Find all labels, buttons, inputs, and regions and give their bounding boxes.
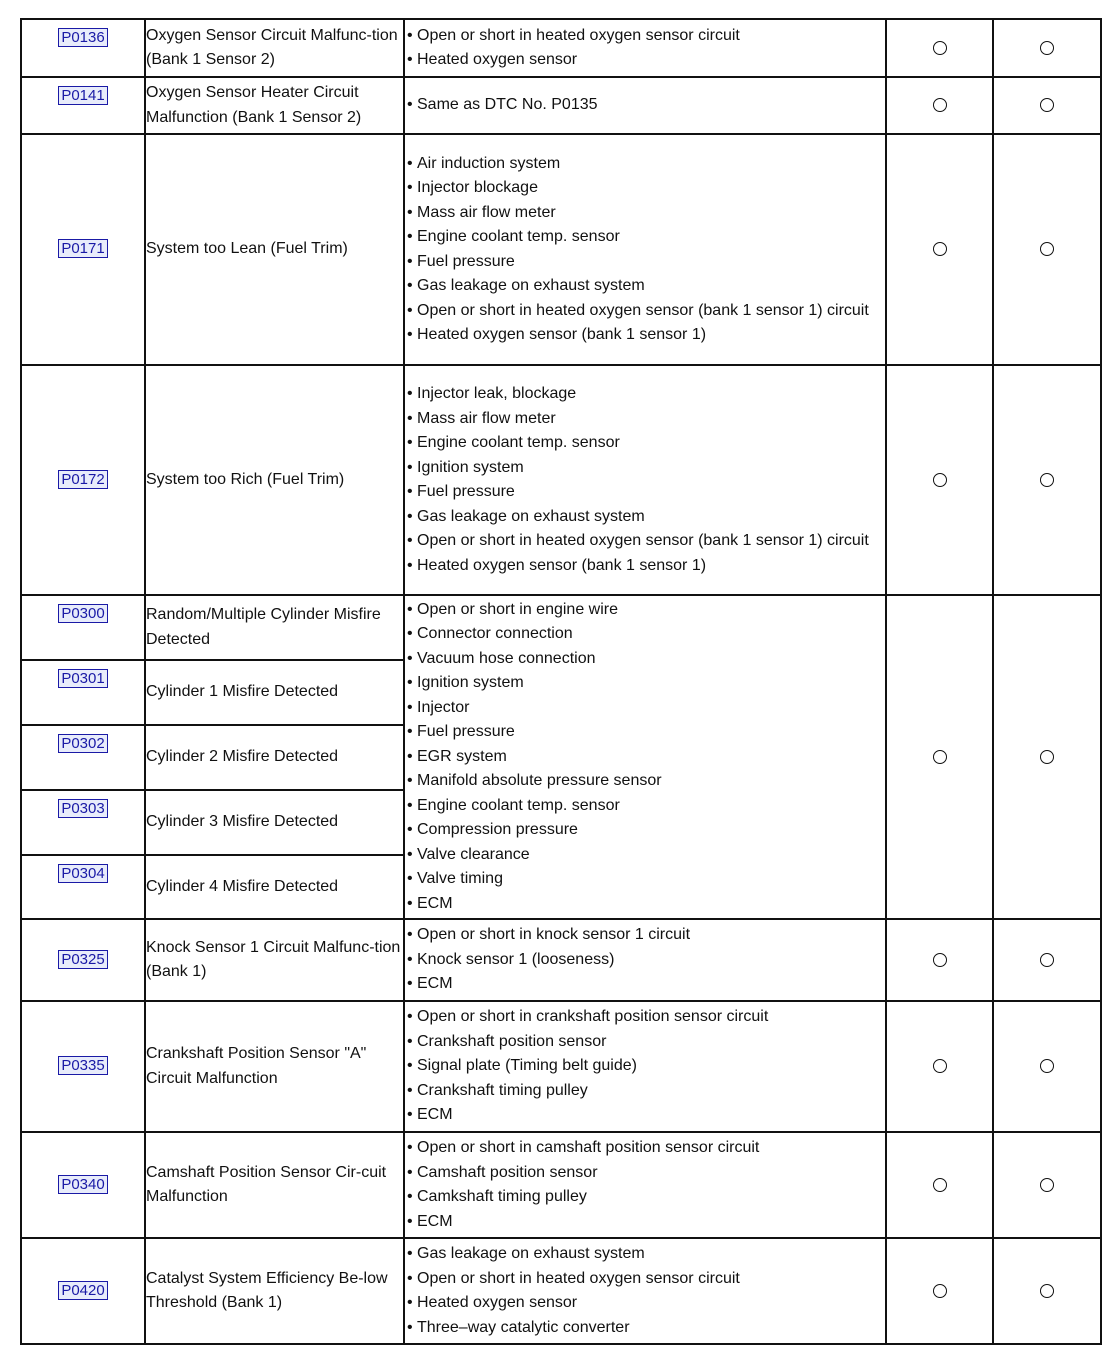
trouble-area-cell <box>404 919 886 1001</box>
dtc-code-cell <box>21 1132 145 1238</box>
trouble-area-item: • Injector leak, blockage <box>405 382 885 407</box>
trouble-area-item: • Engine coolant temp. sensor <box>405 225 885 250</box>
table-row <box>21 365 1101 595</box>
dtc-code-cell <box>21 595 145 660</box>
dtc-code-link[interactable]: P0335 <box>58 1056 107 1075</box>
trouble-area-cell <box>404 1132 886 1238</box>
circle-icon <box>1040 750 1054 764</box>
circle-icon <box>1040 1178 1054 1192</box>
table-row <box>21 595 1101 660</box>
trouble-area-list <box>405 24 885 73</box>
dtc-code-link[interactable]: P0171 <box>58 239 107 258</box>
trouble-area-item: • Valve timing <box>405 867 885 892</box>
trouble-area-item: • Open or short in camshaft position sensor circuit <box>405 1136 885 1161</box>
circle-icon <box>933 1059 947 1073</box>
dtc-name-cell <box>145 19 404 77</box>
dtc-code-cell <box>21 365 145 595</box>
trouble-area-item: • Ignition system <box>405 456 885 481</box>
trouble-area-item: • Mass air flow meter <box>405 407 885 432</box>
dtc-name-text: Random/Multiple Cylinder Misfire Detected <box>146 606 381 648</box>
dtc-code-link[interactable]: P0304 <box>58 864 107 883</box>
trouble-area-item: • Air induction system <box>405 152 885 177</box>
trouble-area-item: • Open or short in heated oxygen sensor circuit <box>405 24 885 49</box>
trouble-area-item: • EGR system <box>405 745 885 770</box>
circle-icon <box>933 1284 947 1298</box>
mark-cell-2 <box>993 919 1101 1001</box>
dtc-name-text: Crankshaft Position Sensor "A" Circuit Malfunction <box>146 1045 367 1087</box>
trouble-area-item: • Open or short in crankshaft position sensor circuit <box>405 1005 885 1030</box>
dtc-name-text: Catalyst System Efficiency Be-low Threshold (Bank 1) <box>146 1269 388 1311</box>
trouble-area-list <box>405 1005 885 1128</box>
dtc-code-cell <box>21 19 145 77</box>
mark-cell-2 <box>993 1238 1101 1344</box>
trouble-area-item: • Mass air flow meter <box>405 201 885 226</box>
table-row <box>21 134 1101 365</box>
dtc-name-cell <box>145 660 404 725</box>
dtc-name-cell <box>145 1001 404 1132</box>
circle-icon <box>933 98 947 112</box>
circle-icon <box>933 1178 947 1192</box>
circle-icon <box>1040 41 1054 55</box>
dtc-name-cell <box>145 790 404 855</box>
dtc-name-cell <box>145 77 404 134</box>
trouble-area-item: • ECM <box>405 1103 885 1128</box>
dtc-code-cell <box>21 77 145 134</box>
circle-icon <box>1040 473 1054 487</box>
dtc-code-link[interactable]: P0340 <box>58 1175 107 1194</box>
trouble-area-list <box>405 93 885 118</box>
circle-icon <box>1040 98 1054 112</box>
trouble-area-item: • Engine coolant temp. sensor <box>405 431 885 456</box>
dtc-code-cell <box>21 790 145 855</box>
dtc-table <box>20 18 1102 1345</box>
trouble-area-item: • Gas leakage on exhaust system <box>405 1242 885 1267</box>
trouble-area-item: • Heated oxygen sensor <box>405 48 885 73</box>
table-row <box>21 919 1101 1001</box>
mark-cell-1 <box>886 1001 993 1132</box>
mark-cell-2 <box>993 595 1101 919</box>
trouble-area-item: • Camkshaft timing pulley <box>405 1185 885 1210</box>
trouble-area-item: • Compression pressure <box>405 818 885 843</box>
dtc-code-cell <box>21 134 145 365</box>
trouble-area-item: • Same as DTC No. P0135 <box>405 93 885 118</box>
dtc-code-link[interactable]: P0302 <box>58 734 107 753</box>
dtc-name-text: Oxygen Sensor Circuit Malfunc-tion (Bank 1 Sensor 2) <box>146 26 398 68</box>
trouble-area-item: • Open or short in heated oxygen sensor (bank 1 sensor 1) circuit <box>405 529 885 554</box>
trouble-area-cell <box>404 1001 886 1132</box>
dtc-code-cell <box>21 660 145 725</box>
dtc-name-cell <box>145 855 404 919</box>
dtc-name-cell <box>145 1238 404 1344</box>
dtc-name-text: Cylinder 2 Misfire Detected <box>146 748 339 766</box>
table-row <box>21 19 1101 77</box>
trouble-area-cell <box>404 365 886 595</box>
trouble-area-cell <box>404 1238 886 1344</box>
trouble-area-list <box>405 923 885 997</box>
dtc-name-cell <box>145 1132 404 1238</box>
dtc-code-link[interactable]: P0172 <box>58 470 107 489</box>
trouble-area-item: • Gas leakage on exhaust system <box>405 274 885 299</box>
trouble-area-item: • Three–way catalytic converter <box>405 1316 885 1341</box>
dtc-name-text: System too Lean (Fuel Trim) <box>146 240 348 258</box>
circle-icon <box>933 473 947 487</box>
trouble-area-item: • Fuel pressure <box>405 250 885 275</box>
circle-icon <box>1040 1284 1054 1298</box>
trouble-area-list <box>405 1136 885 1234</box>
circle-icon <box>933 953 947 967</box>
trouble-area-item: • Vacuum hose connection <box>405 647 885 672</box>
trouble-area-cell <box>404 595 886 919</box>
table-row <box>21 1132 1101 1238</box>
trouble-area-item: • Open or short in knock sensor 1 circuit <box>405 923 885 948</box>
trouble-area-item: • Connector connection <box>405 622 885 647</box>
mark-cell-2 <box>993 1001 1101 1132</box>
dtc-code-cell <box>21 855 145 919</box>
dtc-name-text: System too Rich (Fuel Trim) <box>146 470 345 488</box>
trouble-area-cell <box>404 77 886 134</box>
dtc-code-link[interactable]: P0141 <box>58 86 107 105</box>
circle-icon <box>1040 953 1054 967</box>
dtc-code-cell <box>21 919 145 1001</box>
dtc-name-text: Cylinder 1 Misfire Detected <box>146 683 339 701</box>
dtc-code-cell <box>21 1001 145 1132</box>
dtc-code-cell <box>21 725 145 790</box>
mark-cell-1 <box>886 1132 993 1238</box>
mark-cell-1 <box>886 595 993 919</box>
mark-cell-1 <box>886 1238 993 1344</box>
dtc-name-text: Oxygen Sensor Heater Circuit Malfunction (Bank 1 Sensor 2) <box>146 84 362 126</box>
trouble-area-item: • Open or short in heated oxygen sensor (bank 1 sensor 1) circuit <box>405 299 885 324</box>
circle-icon <box>933 750 947 764</box>
trouble-area-list <box>405 1242 885 1340</box>
trouble-area-item: • Camshaft position sensor <box>405 1161 885 1186</box>
mark-cell-2 <box>993 134 1101 365</box>
table-row <box>21 1001 1101 1132</box>
mark-cell-2 <box>993 365 1101 595</box>
dtc-code-link[interactable]: P0136 <box>58 28 107 47</box>
trouble-area-item: • Fuel pressure <box>405 720 885 745</box>
trouble-area-item: • Heated oxygen sensor <box>405 1291 885 1316</box>
dtc-name-cell <box>145 134 404 365</box>
circle-icon <box>1040 242 1054 256</box>
circle-icon <box>933 242 947 256</box>
trouble-area-item: • Ignition system <box>405 671 885 696</box>
mark-cell-2 <box>993 1132 1101 1238</box>
trouble-area-item: • Signal plate (Timing belt guide) <box>405 1054 885 1079</box>
trouble-area-item: • ECM <box>405 1210 885 1235</box>
trouble-area-item: • ECM <box>405 892 885 917</box>
trouble-area-item: • Fuel pressure <box>405 480 885 505</box>
dtc-name-cell <box>145 725 404 790</box>
table-row <box>21 77 1101 134</box>
dtc-code-link[interactable]: P0303 <box>58 799 107 818</box>
mark-cell-2 <box>993 19 1101 77</box>
trouble-area-item: • Engine coolant temp. sensor <box>405 794 885 819</box>
dtc-name-text: Camshaft Position Sensor Cir-cuit Malfunction <box>146 1163 387 1205</box>
dtc-name-text: Cylinder 4 Misfire Detected <box>146 877 339 895</box>
dtc-name-text: Knock Sensor 1 Circuit Malfunc-tion (Bank 1) <box>146 938 401 980</box>
trouble-area-item: • ECM <box>405 972 885 997</box>
circle-icon <box>1040 1059 1054 1073</box>
trouble-area-item: • Injector blockage <box>405 176 885 201</box>
dtc-code-link[interactable]: P0420 <box>58 1281 107 1300</box>
trouble-area-cell <box>404 19 886 77</box>
trouble-area-cell <box>404 134 886 365</box>
trouble-area-list <box>405 598 885 917</box>
mark-cell-1 <box>886 134 993 365</box>
mark-cell-1 <box>886 365 993 595</box>
trouble-area-item: • Heated oxygen sensor (bank 1 sensor 1) <box>405 323 885 348</box>
trouble-area-item: • Open or short in engine wire <box>405 598 885 623</box>
trouble-area-item: • Open or short in heated oxygen sensor circuit <box>405 1267 885 1292</box>
mark-cell-2 <box>993 77 1101 134</box>
circle-icon <box>933 41 947 55</box>
dtc-table-body <box>21 19 1101 1344</box>
trouble-area-item: • Heated oxygen sensor (bank 1 sensor 1) <box>405 554 885 579</box>
trouble-area-item: • Crankshaft position sensor <box>405 1030 885 1055</box>
mark-cell-1 <box>886 19 993 77</box>
trouble-area-list <box>405 382 885 578</box>
trouble-area-item: • Knock sensor 1 (looseness) <box>405 948 885 973</box>
dtc-code-link[interactable]: P0300 <box>58 604 107 623</box>
trouble-area-item: • Valve clearance <box>405 843 885 868</box>
dtc-name-cell <box>145 919 404 1001</box>
dtc-name-text: Cylinder 3 Misfire Detected <box>146 813 339 831</box>
trouble-area-item: • Injector <box>405 696 885 721</box>
mark-cell-1 <box>886 919 993 1001</box>
dtc-name-cell <box>145 595 404 660</box>
trouble-area-item: • Crankshaft timing pulley <box>405 1079 885 1104</box>
dtc-name-cell <box>145 365 404 595</box>
dtc-code-link[interactable]: P0325 <box>58 950 107 969</box>
mark-cell-1 <box>886 77 993 134</box>
dtc-code-link[interactable]: P0301 <box>58 669 107 688</box>
table-row <box>21 1238 1101 1344</box>
trouble-area-item: • Manifold absolute pressure sensor <box>405 769 885 794</box>
dtc-code-cell <box>21 1238 145 1344</box>
trouble-area-list <box>405 152 885 348</box>
trouble-area-item: • Gas leakage on exhaust system <box>405 505 885 530</box>
